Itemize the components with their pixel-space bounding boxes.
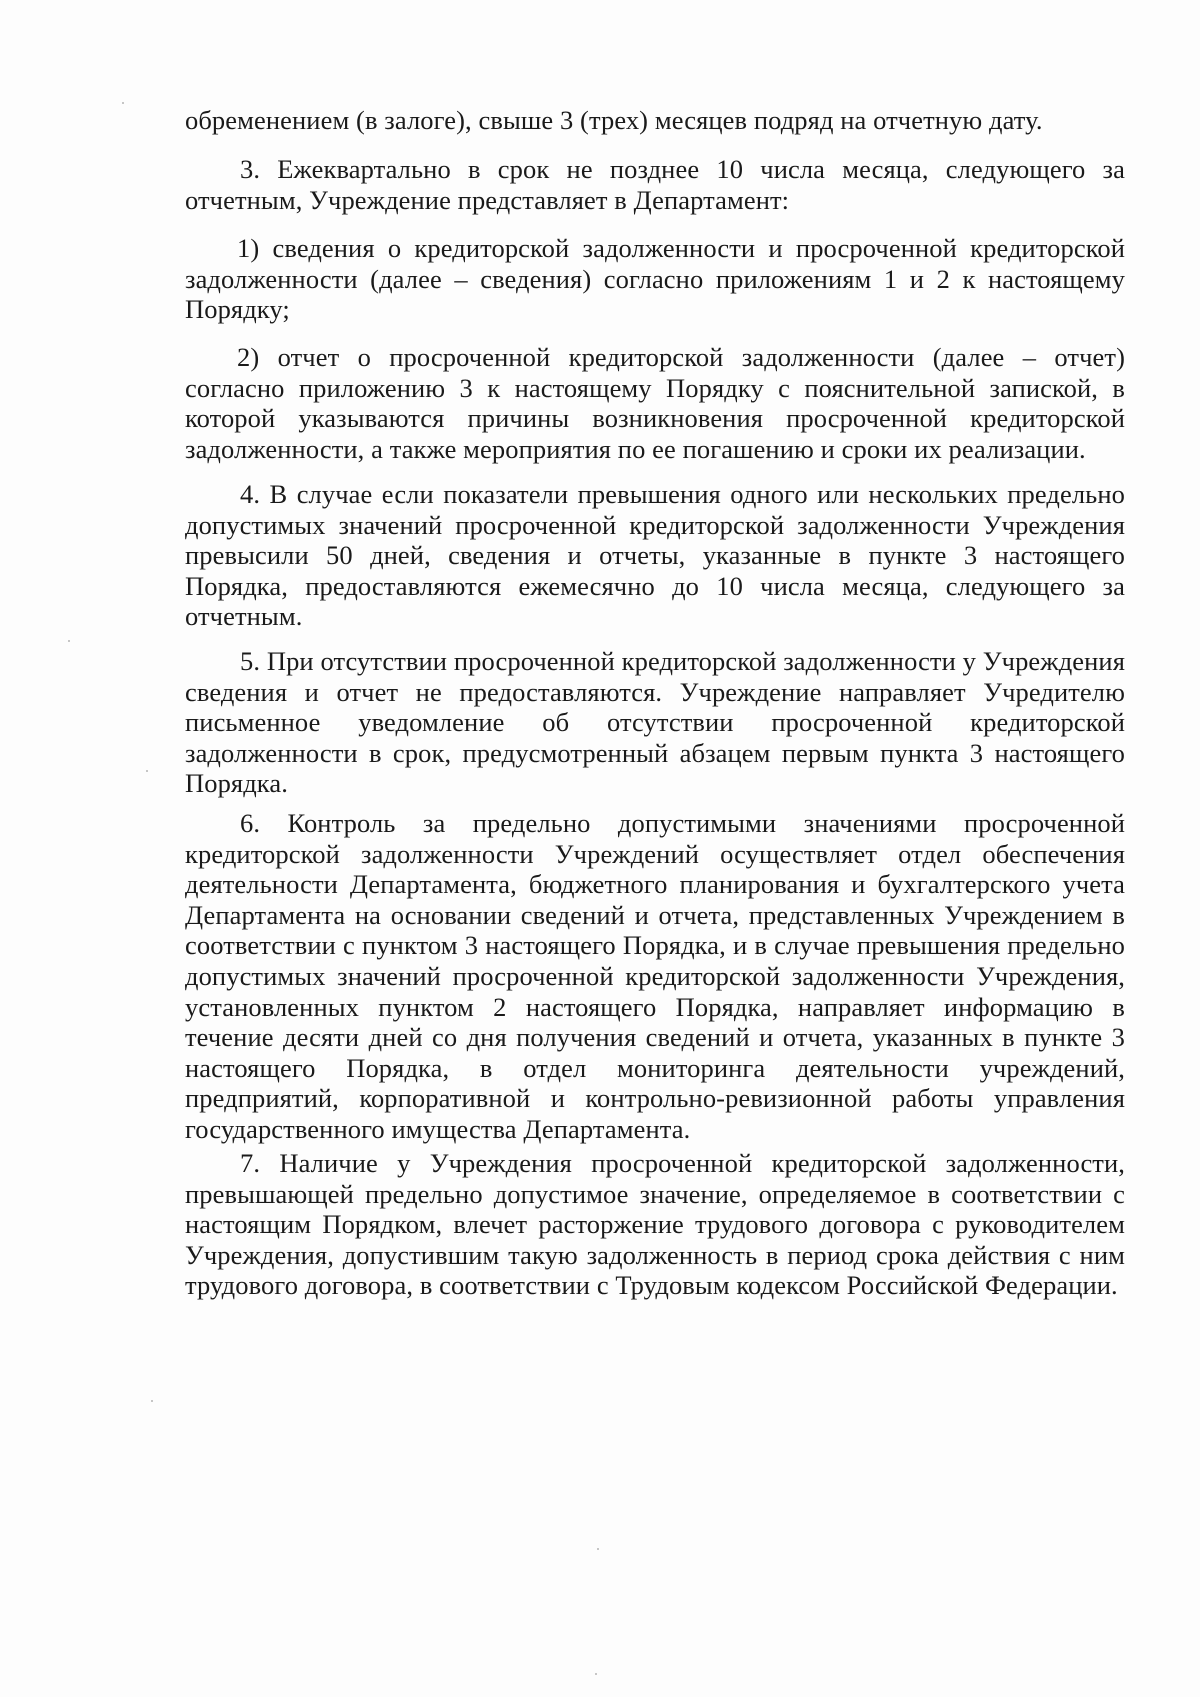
paragraph-5: 5. При отсутствии просроченной кредиторской задолженности у Учреждения сведения и отчет не предоставляются. Учреждение направляет Учредителю письменное уведомление об отсутствии просроченной кредиторской задолженности в срок, предусмотренный абзацем первым пункта 3 настоящего Порядка.: [185, 646, 1125, 799]
scan-speck: [597, 1548, 599, 1550]
paragraph-4: 4. В случае если показатели превышения одного или нескольких предельно допустимых значений просроченной кредиторской задолженности Учреждения превысили 50 дней, сведения и отчеты, указанные в пункте 3 настоящего Порядка, предоставляются ежемесячно до 10 числа месяца, следующего за отчетным.: [185, 479, 1125, 632]
scan-speck: [68, 640, 70, 642]
paragraph-3-item-1: 1) сведения о кредиторской задолженности и просроченной кредиторской задолженности (далее – сведения) согласно приложениям 1 и 2 к настоящему Порядку;: [185, 233, 1125, 325]
paragraph-3-item-2: 2) отчет о просроченной кредиторской задолженности (далее – отчет) согласно приложению 3 к настоящему Порядку с пояснительной запиской, в которой указываются причины возникновения просроченной кредиторской задолженности, а также мероприятия по ее погашению и сроки их реализации.: [185, 342, 1125, 464]
paragraph-continued: обременением (в залоге), свыше 3 (трех) месяцев подряд на отчетную дату.: [185, 105, 1043, 135]
scan-speck: [595, 1673, 597, 1675]
paragraph-7: 7. Наличие у Учреждения просроченной кредиторской задолженности, превышающей предельно допустимое значение, определяемое в соответствии с настоящим Порядком, влечет расторжение трудового договора с руководителем Учреждения, допустившим такую задолженность в период срока действия с ним трудового договора, в соответствии с Трудовым кодексом Российской Федерации.: [185, 1148, 1125, 1301]
scan-speck: [146, 770, 148, 772]
paragraph-6: 6. Контроль за предельно допустимыми значениями просроченной кредиторской задолженности Учреждений осуществляет отдел обеспечения деятельности Департамента, бюджетного планирования и бухгалтерского учета Департамента на основании сведений и отчета, представленных Учреждением в соответствии с пунктом 3 настоящего Порядка, и в случае превышения предельно допустимых значений просроченной кредиторской задолженности Учреждения, установленных пунктом 2 настоящего Порядка, направляет информацию в течение десяти дней со дня получения сведений и отчета, указанных в пункте 3 настоящего Порядка, в отдел мониторинга деятельности учреждений, предприятий, корпоративной и контрольно-ревизионной работы управления государственного имущества Департамента.: [185, 808, 1125, 1144]
scan-speck: [151, 1400, 153, 1402]
scan-speck: [122, 102, 124, 104]
paragraph-3: 3. Ежеквартально в срок не позднее 10 числа месяца, следующего за отчетным, Учреждение представляет в Департамент:: [185, 154, 1125, 215]
